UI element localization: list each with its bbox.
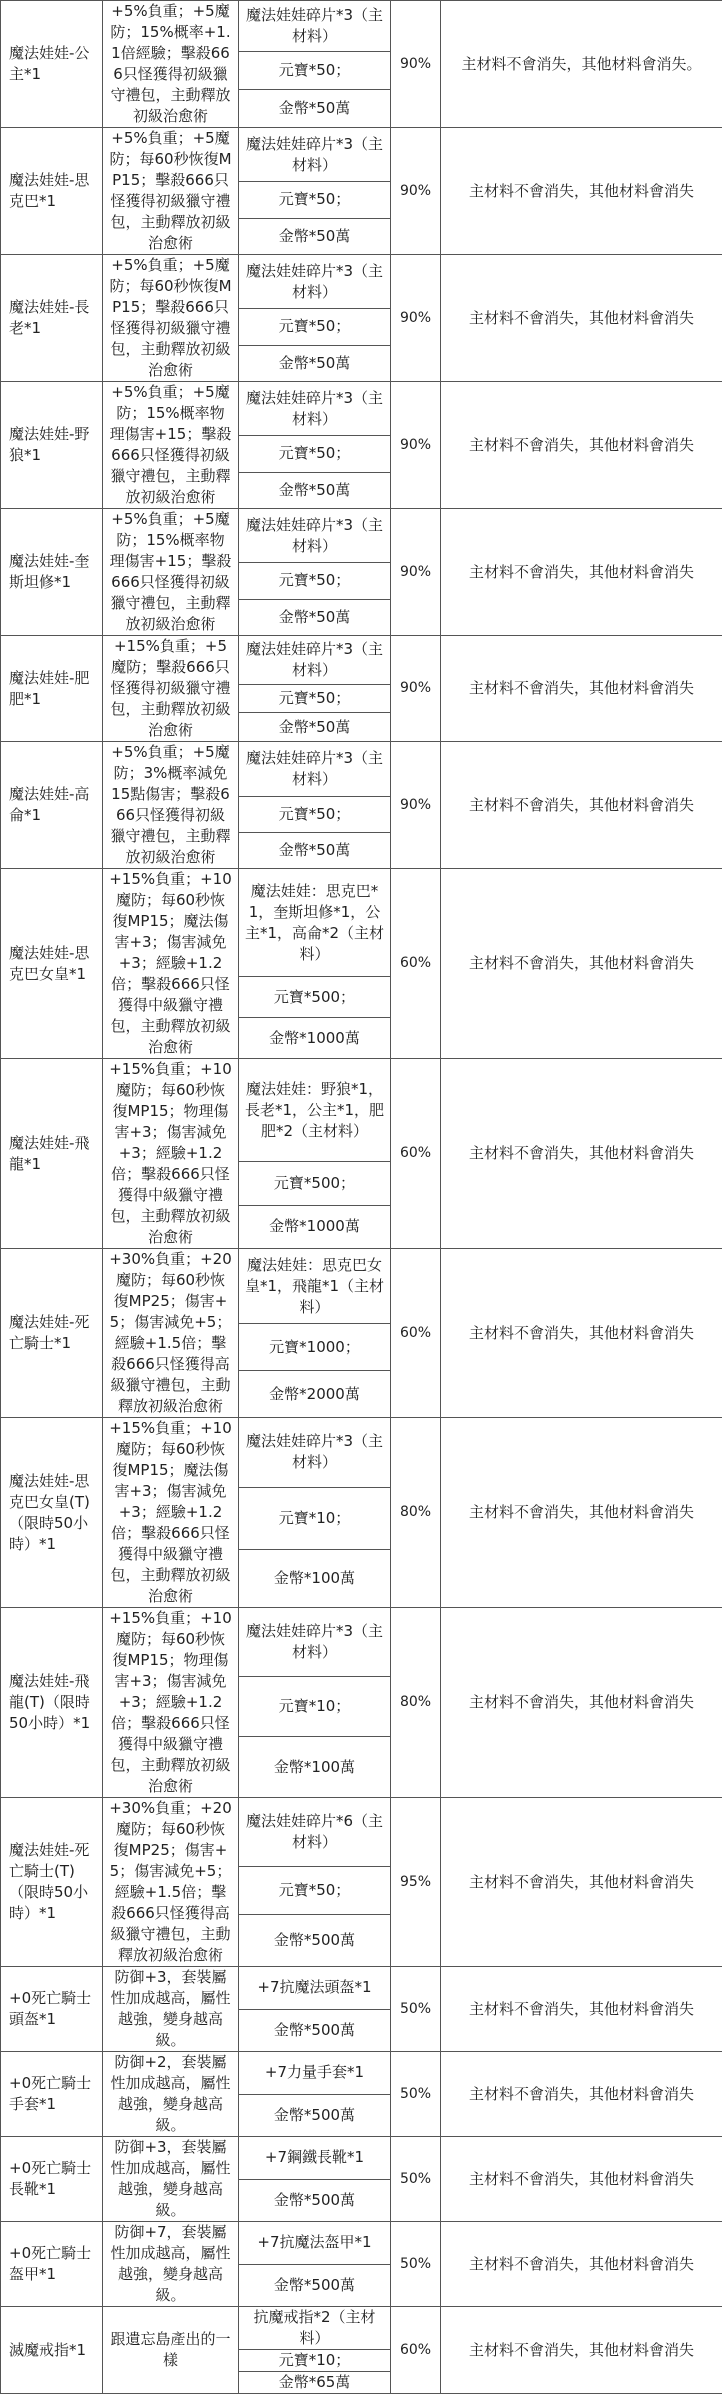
effect-description-cell: 防御+2，套裝屬性加成越高，屬性越強，變身越高級。: [103, 2052, 239, 2137]
material-note-cell: 主材料不會消失，其他材料會消失: [441, 2137, 722, 2222]
material-cell: 金幣*50萬: [239, 345, 391, 381]
item-name-cell: 魔法娃娃-思克巴*1: [1, 128, 103, 255]
material-cell: 金幣*500萬: [239, 1915, 391, 1967]
material-cell: 元寶*50；: [239, 563, 391, 599]
material-cell: 魔法娃娃碎片*3（主材料）: [239, 255, 391, 309]
success-rate-cell: 60%: [391, 1059, 441, 1249]
item-name-cell: 魔法娃娃-死亡騎士(T)（限時50小時）*1: [1, 1798, 103, 1967]
material-note-cell: 主材料不會消失，其他材料會消失: [441, 1059, 722, 1249]
recipe-table-body: [1, 1, 722, 2394]
recipe-row: [1, 1967, 722, 2010]
success-rate-cell: 90%: [391, 1, 441, 128]
recipe-row: [1, 509, 722, 563]
material-note-cell: 主材料不會消失，其他材料會消失。: [441, 1, 722, 128]
material-note-cell: 主材料不會消失，其他材料會消失: [441, 869, 722, 1059]
material-cell: 魔法娃娃碎片*3（主材料）: [239, 742, 391, 797]
recipe-row: [1, 742, 722, 797]
material-cell: +7抗魔法頭盔*1: [239, 1967, 391, 2010]
material-cell: 魔法娃娃：思克巴女皇*1，飛龍*1（主材料）: [239, 1249, 391, 1324]
effect-description-cell: 防御+7，套裝屬性加成越高，屬性越強，變身越高級。: [103, 2222, 239, 2307]
item-name-cell: 魔法娃娃-飛龍(T)（限時50小時）*1: [1, 1608, 103, 1798]
material-cell: 元寶*50；: [239, 52, 391, 90]
material-cell: 金幣*1000萬: [239, 1205, 391, 1248]
material-cell: 魔法娃娃碎片*3（主材料）: [239, 1418, 391, 1488]
item-name-cell: +0死亡騎士手套*1: [1, 2052, 103, 2137]
material-cell: 魔法娃娃：野狼*1，長老*1，公主*1，肥肥*2（主材料）: [239, 1059, 391, 1162]
recipe-row: [1, 1798, 722, 1867]
material-cell: 元寶*50；: [239, 436, 391, 472]
material-note-cell: 主材料不會消失，其他材料會消失: [441, 742, 722, 869]
material-cell: 魔法娃娃碎片*3（主材料）: [239, 1608, 391, 1677]
effect-description-cell: 跟遺忘島產出的一樣: [103, 2307, 239, 2394]
material-cell: 元寶*50；: [239, 1867, 391, 1915]
item-name-cell: 魔法娃娃-野狼*1: [1, 382, 103, 509]
recipe-row: [1, 2222, 722, 2265]
material-cell: 金幣*50萬: [239, 599, 391, 635]
effect-description-cell: +15%負重；+10魔防；每60秒恢復MP15；物理傷害+3；傷害減免+3；經驗+1.2倍；擊殺666只怪獲得中級獵守禮包，主動釋放初級治愈術: [103, 1608, 239, 1798]
material-cell: 金幣*500萬: [239, 2009, 391, 2052]
item-name-cell: +0死亡騎士盔甲*1: [1, 2222, 103, 2307]
material-note-cell: 主材料不會消失，其他材料會消失: [441, 1249, 722, 1418]
material-cell: +7鋼鐵長靴*1: [239, 2137, 391, 2180]
success-rate-cell: 50%: [391, 2222, 441, 2307]
success-rate-cell: 95%: [391, 1798, 441, 1967]
recipe-row: [1, 255, 722, 309]
effect-description-cell: +5%負重；+5魔防；15%概率物理傷害+15；擊殺666只怪獲得初級獵守禮包，主動釋放初級治愈術: [103, 509, 239, 636]
material-cell: 魔法娃娃碎片*3（主材料）: [239, 509, 391, 563]
success-rate-cell: 90%: [391, 128, 441, 255]
success-rate-cell: 80%: [391, 1608, 441, 1798]
material-cell: 金幣*50萬: [239, 472, 391, 508]
material-cell: 元寶*10；: [239, 2350, 391, 2372]
item-name-cell: +0死亡騎士長靴*1: [1, 2137, 103, 2222]
material-cell: 魔法娃娃碎片*3（主材料）: [239, 636, 391, 685]
effect-description-cell: +5%負重；+5魔防；每60秒恢復MP15；擊殺666只怪獲得初級獵守禮包，主動釋放初級治愈術: [103, 128, 239, 255]
material-note-cell: 主材料不會消失，其他材料會消失: [441, 1608, 722, 1798]
material-cell: 元寶*1000；: [239, 1324, 391, 1371]
success-rate-cell: 90%: [391, 255, 441, 382]
recipe-row: [1, 869, 722, 977]
material-cell: 金幣*50萬: [239, 90, 391, 128]
material-cell: 金幣*500萬: [239, 2264, 391, 2307]
recipe-row: [1, 2052, 722, 2095]
material-cell: 魔法娃娃碎片*3（主材料）: [239, 1, 391, 52]
material-cell: +7抗魔法盔甲*1: [239, 2222, 391, 2265]
recipe-row: [1, 2307, 722, 2350]
material-note-cell: 主材料不會消失，其他材料會消失: [441, 255, 722, 382]
item-name-cell: +0死亡騎士頭盔*1: [1, 1967, 103, 2052]
material-cell: 金幣*100萬: [239, 1549, 391, 1607]
material-cell: +7力量手套*1: [239, 2052, 391, 2095]
material-cell: 元寶*50；: [239, 309, 391, 345]
effect-description-cell: +5%負重；+5魔防；15%概率+1.1倍經驗；擊殺666只怪獲得初級獵守禮包，主動釋放初級治愈術: [103, 1, 239, 128]
effect-description-cell: +15%負重；+10魔防；每60秒恢復MP15；魔法傷害+3；傷害減免+3；經驗+1.2倍；擊殺666只怪獲得中級獵守禮包，主動釋放初級治愈術: [103, 1418, 239, 1608]
recipe-row: [1, 1059, 722, 1162]
item-name-cell: 魔法娃娃-公主*1: [1, 1, 103, 128]
material-cell: 魔法娃娃碎片*3（主材料）: [239, 128, 391, 182]
success-rate-cell: 60%: [391, 1249, 441, 1418]
success-rate-cell: 50%: [391, 1967, 441, 2052]
material-cell: 金幣*1000萬: [239, 1018, 391, 1059]
material-note-cell: 主材料不會消失，其他材料會消失: [441, 2052, 722, 2137]
item-name-cell: 魔法娃娃-高侖*1: [1, 742, 103, 869]
effect-description-cell: +5%負重；+5魔防；每60秒恢復MP15；擊殺666只怪獲得初級獵守禮包，主動釋放初級治愈術: [103, 255, 239, 382]
recipe-row: [1, 2137, 722, 2180]
success-rate-cell: 50%: [391, 2052, 441, 2137]
material-note-cell: 主材料不會消失，其他材料會消失: [441, 1798, 722, 1967]
effect-description-cell: +15%負重；+5魔防；擊殺666只怪獲得初級獵守禮包，主動釋放初級治愈術: [103, 636, 239, 742]
item-name-cell: 魔法娃娃-飛龍*1: [1, 1059, 103, 1249]
material-cell: 元寶*50；: [239, 182, 391, 218]
recipe-row: [1, 1608, 722, 1677]
success-rate-cell: 80%: [391, 1418, 441, 1608]
material-cell: 魔法娃娃碎片*3（主材料）: [239, 382, 391, 436]
item-name-cell: 滅魔戒指*1: [1, 2307, 103, 2394]
success-rate-cell: 90%: [391, 509, 441, 636]
success-rate-cell: 50%: [391, 2137, 441, 2222]
item-name-cell: 魔法娃娃-思克巴女皇(T)（限時50小時）*1: [1, 1418, 103, 1608]
effect-description-cell: +5%負重；+5魔防；15%概率物理傷害+15；擊殺666只怪獲得初級獵守禮包，主動釋放初級治愈術: [103, 382, 239, 509]
material-cell: 金幣*500萬: [239, 2179, 391, 2222]
effect-description-cell: +15%負重；+10魔防；每60秒恢復MP15；物理傷害+3；傷害減免+3；經驗+1.2倍；擊殺666只怪獲得中級獵守禮包，主動釋放初級治愈術: [103, 1059, 239, 1249]
success-rate-cell: 90%: [391, 742, 441, 869]
material-note-cell: 主材料不會消失，其他材料會消失: [441, 2307, 722, 2394]
material-cell: 金幣*2000萬: [239, 1371, 391, 1418]
material-note-cell: 主材料不會消失，其他材料會消失: [441, 2222, 722, 2307]
item-name-cell: 魔法娃娃-肥肥*1: [1, 636, 103, 742]
success-rate-cell: 90%: [391, 636, 441, 742]
material-note-cell: 主材料不會消失，其他材料會消失: [441, 382, 722, 509]
material-note-cell: 主材料不會消失，其他材料會消失: [441, 636, 722, 742]
recipe-row: [1, 382, 722, 436]
effect-description-cell: +15%負重；+10魔防；每60秒恢復MP15；魔法傷害+3；傷害減免+3；經驗+1.2倍；擊殺666只怪獲得中級獵守禮包，主動釋放初級治愈術: [103, 869, 239, 1059]
success-rate-cell: 90%: [391, 382, 441, 509]
material-cell: 魔法娃娃：思克巴*1，奎斯坦修*1，公主*1，高侖*2（主材料）: [239, 869, 391, 977]
material-note-cell: 主材料不會消失，其他材料會消失: [441, 128, 722, 255]
effect-description-cell: +30%負重；+20魔防；每60秒恢復MP25；傷害+5；傷害減免+5；經驗+1.5倍；擊殺666只怪獲得高級獵守禮包，主動釋放初級治愈術: [103, 1249, 239, 1418]
material-cell: 元寶*500；: [239, 977, 391, 1018]
material-cell: 元寶*50；: [239, 685, 391, 713]
material-cell: 元寶*10；: [239, 1676, 391, 1737]
material-cell: 抗魔戒指*2（主材料）: [239, 2307, 391, 2350]
material-cell: 金幣*500萬: [239, 2094, 391, 2137]
success-rate-cell: 60%: [391, 2307, 441, 2394]
effect-description-cell: +5%負重；+5魔防；3%概率減免15點傷害；擊殺666只怪獲得初級獵守禮包，主動釋放初級治愈術: [103, 742, 239, 869]
material-cell: 金幣*65萬: [239, 2372, 391, 2394]
material-cell: 金幣*50萬: [239, 218, 391, 254]
material-note-cell: 主材料不會消失，其他材料會消失: [441, 1418, 722, 1608]
material-cell: 魔法娃娃碎片*6（主材料）: [239, 1798, 391, 1867]
material-cell: 元寶*50；: [239, 797, 391, 833]
material-cell: 金幣*50萬: [239, 713, 391, 742]
recipe-row: [1, 636, 722, 685]
item-name-cell: 魔法娃娃-死亡騎士*1: [1, 1249, 103, 1418]
material-cell: 金幣*50萬: [239, 833, 391, 869]
material-cell: 金幣*100萬: [239, 1737, 391, 1798]
item-name-cell: 魔法娃娃-長老*1: [1, 255, 103, 382]
recipe-row: [1, 1418, 722, 1488]
effect-description-cell: 防御+3，套裝屬性加成越高，屬性越強，變身越高級。: [103, 2137, 239, 2222]
recipe-row: [1, 1249, 722, 1324]
material-note-cell: 主材料不會消失，其他材料會消失: [441, 509, 722, 636]
item-name-cell: 魔法娃娃-思克巴女皇*1: [1, 869, 103, 1059]
recipe-row: [1, 1, 722, 52]
recipe-row: [1, 128, 722, 182]
material-note-cell: 主材料不會消失，其他材料會消失: [441, 1967, 722, 2052]
material-cell: 元寶*10；: [239, 1487, 391, 1549]
success-rate-cell: 60%: [391, 869, 441, 1059]
effect-description-cell: 防御+3，套裝屬性加成越高，屬性越強，變身越高級。: [103, 1967, 239, 2052]
material-cell: 元寶*500；: [239, 1162, 391, 1205]
effect-description-cell: +30%負重；+20魔防；每60秒恢復MP25；傷害+5；傷害減免+5；經驗+1.5倍；擊殺666只怪獲得高級獵守禮包，主動釋放初級治愈術: [103, 1798, 239, 1967]
item-name-cell: 魔法娃娃-奎斯坦修*1: [1, 509, 103, 636]
